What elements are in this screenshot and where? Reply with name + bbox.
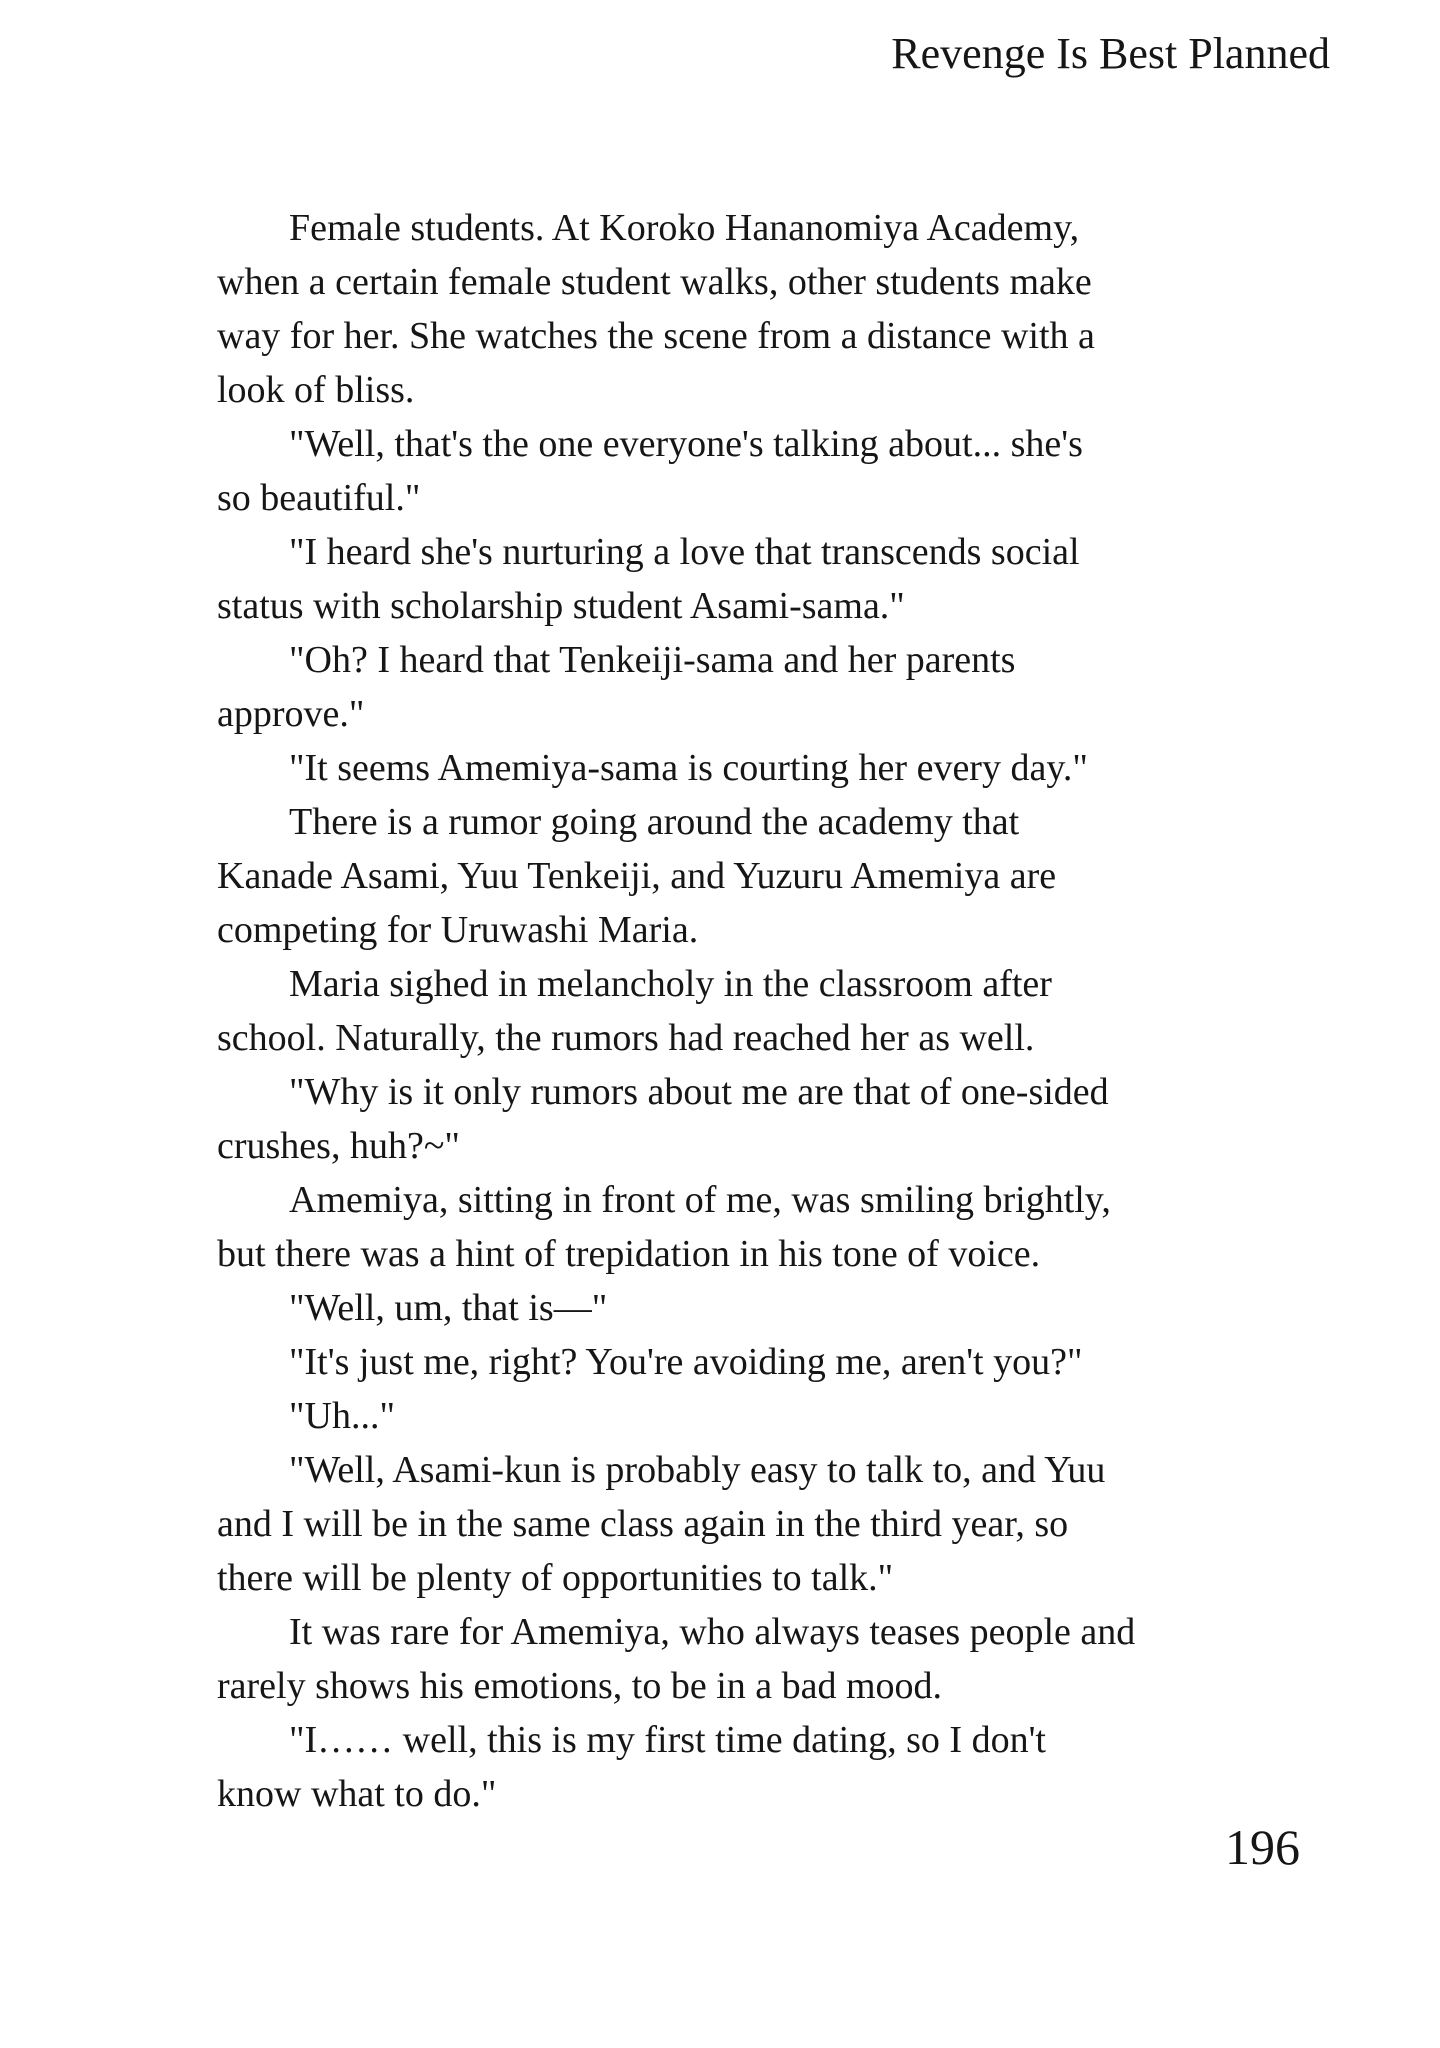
text-line: look of bliss. [217,369,415,411]
text-line: "Well, Asami-kun is probably easy to talk to, and Yuu [289,1449,1106,1491]
text-line: know what to do." [217,1773,497,1815]
text-line: "It's just me, right? You're avoiding me, aren't you?" [289,1341,1083,1383]
text-line: there will be plenty of opportunities to talk." [217,1557,894,1599]
text-line: "Why is it only rumors about me are that of one-sided [289,1071,1109,1113]
text-line: It was rare for Amemiya, who always teases people and [289,1611,1136,1653]
text-line: so beautiful." [217,477,421,519]
text-line: "Uh..." [289,1395,395,1437]
text-line: competing for Uruwashi Maria. [217,909,699,951]
text-line: way for her. She watches the scene from a distance with a [217,315,1095,357]
text-line: and I will be in the same class again in the third year, so [217,1503,1069,1545]
text-line: "Oh? I heard that Tenkeiji-sama and her parents [289,639,1016,681]
text-line: rarely shows his emotions, to be in a bad mood. [217,1665,943,1707]
text-line: "Well, that's the one everyone's talking about... she's [289,423,1083,465]
page-number: 196 [1225,1819,1300,1875]
text-line: Maria sighed in melancholy in the classroom after [289,963,1052,1005]
text-line: There is a rumor going around the academy that [289,801,1020,843]
text-line: "I heard she's nurturing a love that transcends social [289,531,1080,573]
text-line: Female students. At Koroko Hananomiya Academy, [289,207,1080,249]
text-line: status with scholarship student Asami-sama." [217,585,905,627]
text-line: "It seems Amemiya-sama is courting her every day." [289,747,1088,789]
text-line: Kanade Asami, Yuu Tenkeiji, and Yuzuru Amemiya are [217,855,1057,897]
text-line: when a certain female student walks, other students make [217,261,1092,303]
text-line: school. Naturally, the rumors had reached her as well. [217,1017,1035,1059]
text-line: "I…… well, this is my first time dating, so I don't [289,1719,1046,1761]
text-line: Amemiya, sitting in front of me, was smiling brightly, [289,1179,1111,1221]
body-text [217,201,1287,1821]
text-line: but there was a hint of trepidation in his tone of voice. [217,1233,1041,1275]
text-line: "Well, um, that is—" [289,1287,608,1329]
text-line: crushes, huh?~" [217,1125,460,1167]
running-header: Revenge Is Best Planned [891,29,1330,78]
text-line: approve." [217,693,365,735]
